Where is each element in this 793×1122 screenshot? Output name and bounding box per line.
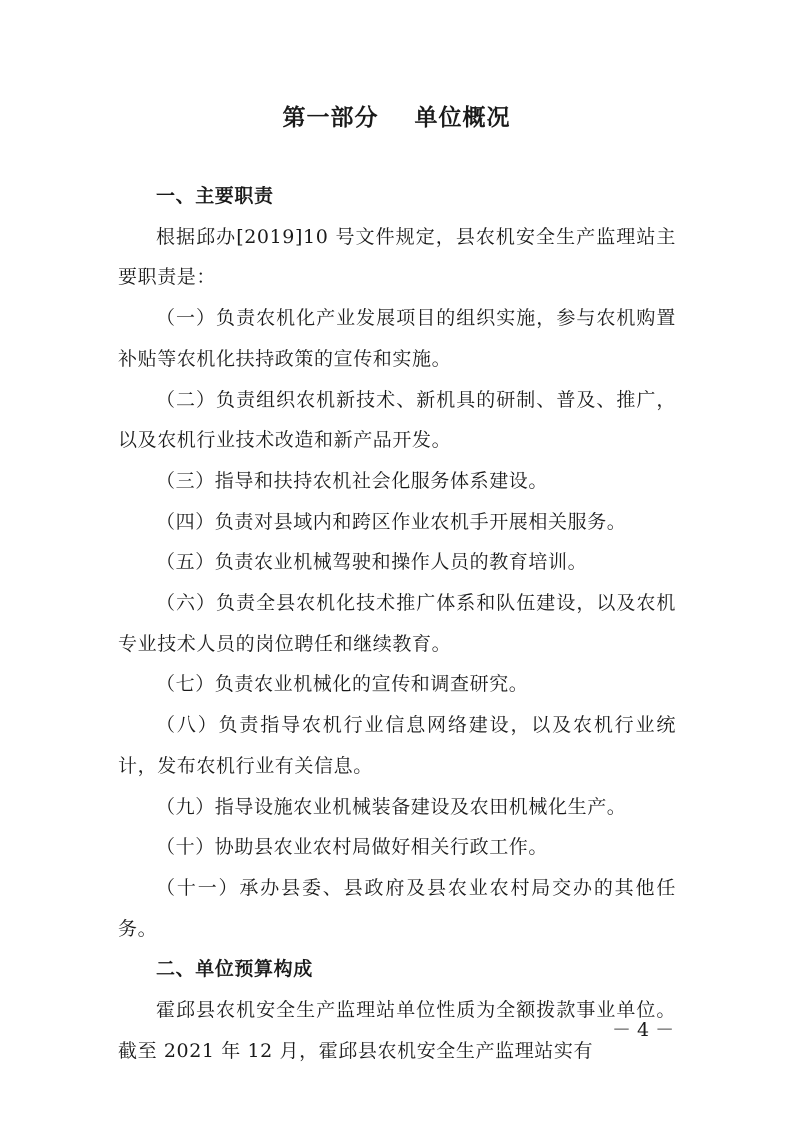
page-title: 第一部分 单位概况: [282, 105, 511, 131]
budget-composition-paragraph: 霍邱县农机安全生产监理站单位性质为全额拨款事业单位。截至 2021 年 12 月，霍邱县农机安全生产监理站实有: [118, 999, 676, 1062]
duty-item-4: （四）负责对县域内和跨区作业农机手开展相关服务。: [156, 510, 627, 533]
document-body: [118, 176, 676, 1071]
page-number: － 4 －: [612, 1019, 675, 1041]
duty-item-5: （五）负责农业机械驾驶和操作人员的教育培训。: [156, 551, 588, 574]
section-heading-main-duties: 一、主要职责: [156, 185, 274, 207]
duty-item-9: （九）指导设施农业机械装备建设及农田机械化生产。: [156, 795, 627, 818]
duty-item-3: （三）指导和扶持农机社会化服务体系建设。: [156, 469, 549, 492]
duty-item-10: （十）协助县农业农村局做好相关行政工作。: [156, 836, 549, 859]
duties-intro-paragraph: 根据邱办[2019]10 号文件规定，县农机安全生产监理站主要职责是：: [118, 225, 676, 289]
duty-item-11: （十一）承办县委、县政府及县农业农村局交办的其他任务。: [118, 876, 676, 940]
duty-item-6: （六）负责全县农机化技术推广体系和队伍建设，以及农机专业技术人员的岗位聘任和继续教育。: [118, 592, 676, 655]
duty-item-1: （一）负责农机化产业发展项目的组织实施，参与农机购置补贴等农机化扶持政策的宣传和实施。: [118, 307, 676, 370]
duty-item-7: （七）负责农业机械化的宣传和调查研究。: [156, 673, 529, 696]
section-heading-budget-composition: 二、单位预算构成: [156, 958, 313, 981]
duty-item-8: （八）负责指导农机行业信息网络建设，以及农机行业统计，发布农机行业有关信息。: [118, 714, 676, 777]
duty-item-2: （二）负责组织农机新技术、新机具的研制、普及、推广，以及农机行业技术改造和新产品开发。: [118, 388, 676, 452]
